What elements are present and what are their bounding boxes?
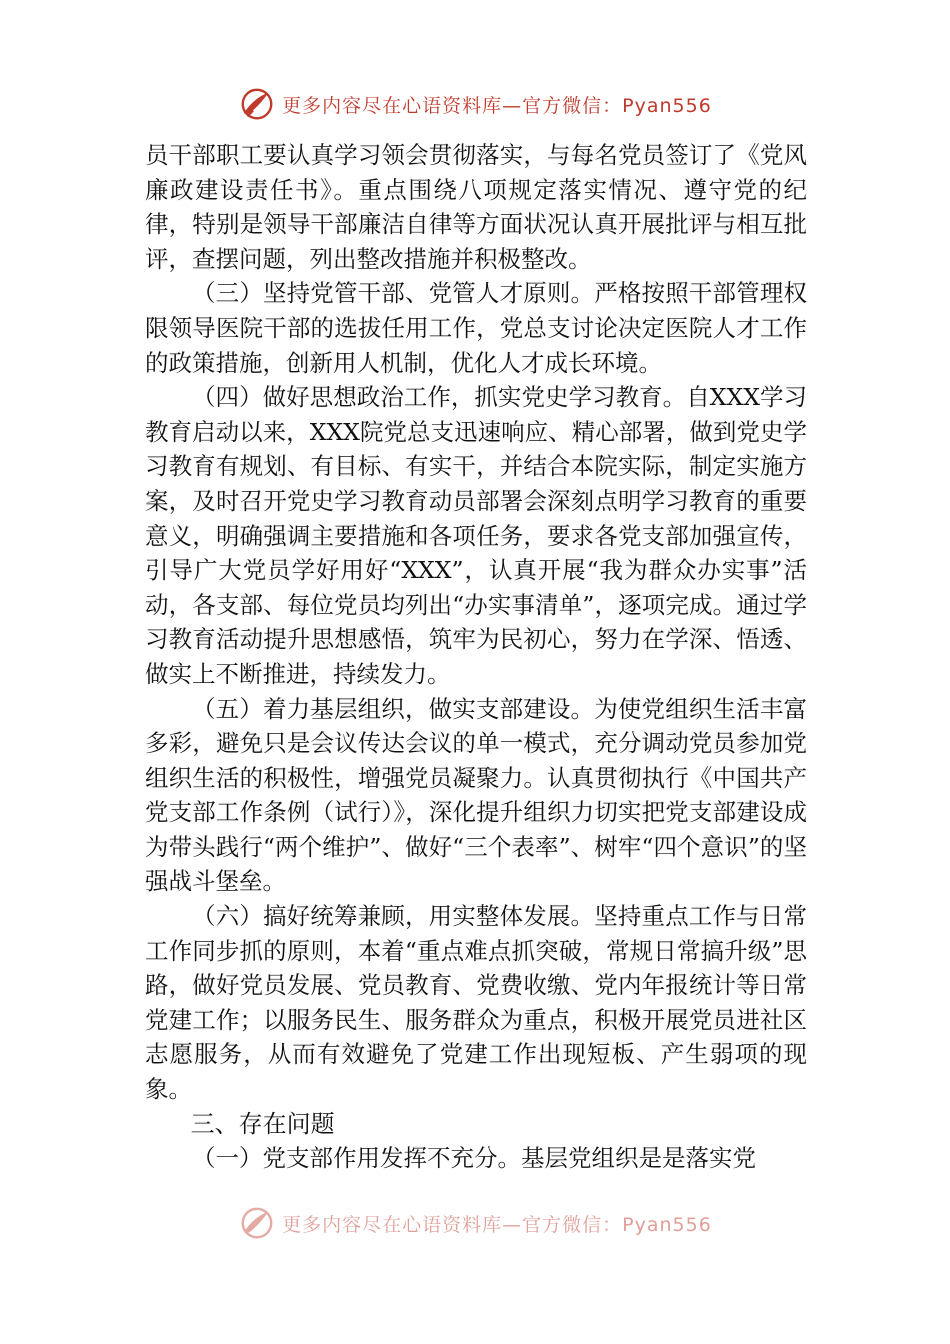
- watermark-footer: [0, 1200, 950, 1244]
- paragraph-continuation: 员干部职工要认真学习领会贯彻落实，与每名党员签订了《党风廉政建设责任书》。重点围绕八项规定落实情况、遵守党的纪律，特别是领导干部廉洁自律等方面状况认真开展批评与相互批评，查摆问题，列出整改措施并积极整改。: [145, 141, 807, 273]
- red-pen-logo-icon: [238, 85, 276, 123]
- paragraph-section-3: （三）坚持党管干部、党管人才原则。严格按照干部管理权限领导医院干部的选拔任用工作，党总支讨论决定医院人才工作的政策措施，创新用人机制，优化人才成长环境。: [145, 279, 807, 377]
- section-heading: 三、存在问题: [190, 1109, 335, 1138]
- paragraph-section-6: （六）搞好统筹兼顾，用实整体发展。坚持重点工作与日常工作同步抓的原则，本着“重点难点抓突破，常规日常搞升级”思路，做好党员发展、党员教育、党费收缴、党内年报统计等日常党建工作；以服务民生、服务群众为重点，积极开展党员进社区志愿服务，从而有效避免了党建工作出现短板、产生弱项的现象。: [145, 902, 807, 1104]
- paragraph-section-4: （四）做好思想政治工作，抓实党史学习教育。自XXX学习教育启动以来，XXX院党总支迅速响应、精心部署，做到党史学习教育有规划、有目标、有实干，并结合本院实际，制定实施方案，及时召开党史学习教育动员部署会深刻点明学习教育的重要意义，明确强调主要措施和各项任务，要求各党支部加强宣传，引导广大党员学好用好“XXX”，认真开展“我为群众办实事”活动，各支部、每位党员均列出“办实事清单”，逐项完成。通过学习教育活动提升思想感悟，筑牢为民初心，努力在学深、悟透、做实上不断推进，持续发力。: [145, 383, 807, 688]
- red-pen-logo-icon: [238, 1204, 276, 1242]
- watermark-text: 更多内容尽在心语资料库—官方微信：Pyan556: [282, 94, 712, 117]
- paragraph-section-5: （五）着力基层组织，做实支部建设。为使党组织生活丰富多彩，避免只是会议传达会议的单一模式，充分调动党员参加党组织生活的积极性，增强党员凝聚力。认真贯彻执行《中国共产党支部工作条例（试行）》，深化提升组织力切实把党支部建设成为带头践行“两个维护”、做好“三个表率”、树牢“四个意识”的坚强战斗堡垒。: [145, 694, 807, 896]
- watermark-header: [0, 84, 950, 124]
- watermark-text: 更多内容尽在心语资料库—官方微信：Pyan556: [282, 1213, 712, 1236]
- document-body: [145, 138, 807, 1179]
- paragraph-problem-1: （一）党支部作用发挥不充分。基层党组织是是落实党: [192, 1144, 756, 1173]
